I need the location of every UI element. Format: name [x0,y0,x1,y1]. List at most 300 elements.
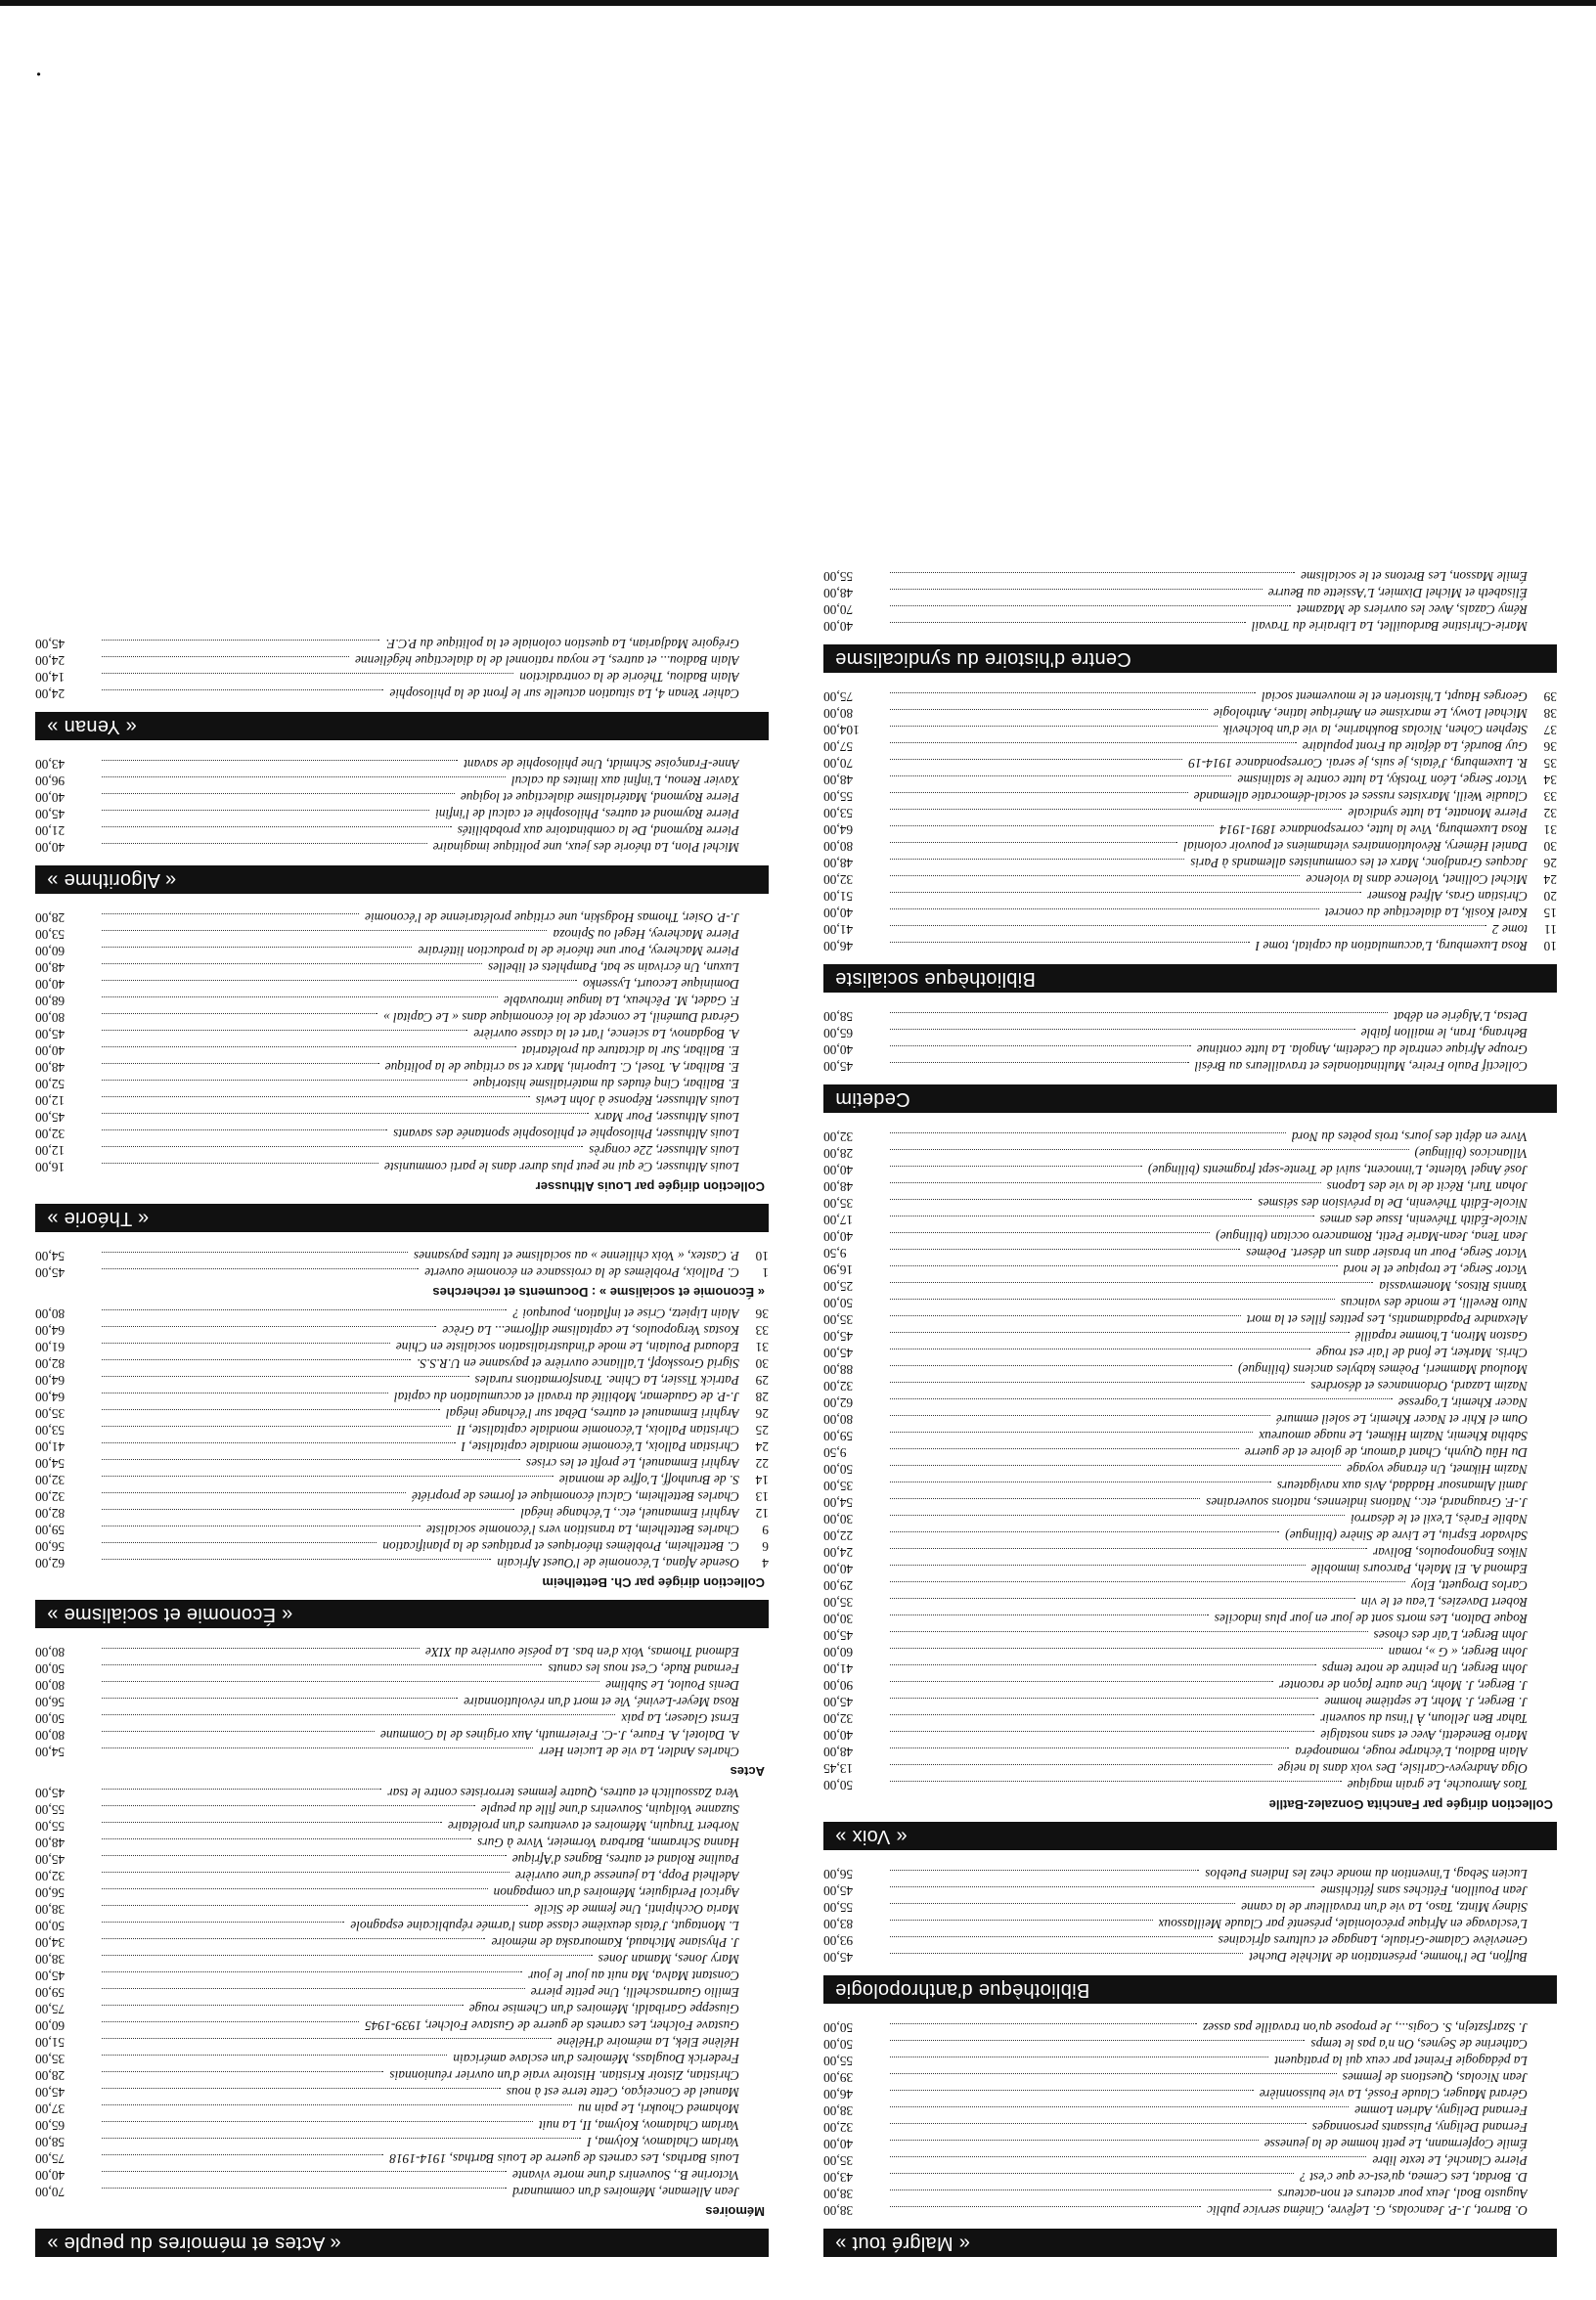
leader-dots [890,1382,1305,1383]
book-title: Vera Zassoulitch et autres, Quatre femmes terroristes contre le tsar [387,1786,739,1800]
book-price: 45,00 [823,1883,854,1898]
book-title: Nazim Lazard, Ordonnances et désordres [1310,1379,1528,1393]
book-title: Michel Collinet, Violence dans la violence [1306,872,1528,887]
leader-dots [102,1359,411,1360]
book-price: 45,00 [35,1265,66,1280]
leader-dots [890,1012,1388,1013]
book-title: Mohamed Choukri, Le pain nu [578,2101,739,2116]
leader-dots [102,776,506,777]
book-entry [823,1710,1557,1727]
book-price: 32,00 [823,1379,854,1393]
book-title: Manuel de Conceiçao, Cette terre est à nous [506,2085,739,2100]
leader-dots [890,1448,1239,1449]
book-entry [823,1444,1557,1461]
book-title: Victor Serge, Léon Trotsky, La lutte contre le stalinisme [1237,773,1528,787]
catalogue-section [823,1008,1557,1113]
catalogue-section [35,1644,769,2257]
book-price: 35,00 [823,1479,854,1493]
book-price: 38,00 [823,2187,854,2201]
book-title: Olga Andreyev-Carlisle, Des voix dans la neige [1277,1761,1528,1776]
book-title: L'esclavage en Afrique précoloniale, présenté par Claude Meillassoux [1158,1917,1528,1931]
entry-number: 36 [755,1306,769,1321]
leader-dots [102,1838,471,1839]
book-title: Johan Turi, Récit de la vie des Lapons [1326,1179,1528,1194]
book-entry [823,1511,1557,1527]
leader-dots [890,1714,1314,1715]
book-title: E. Balibar, Cinq études du matérialisme historique [472,1077,739,1091]
entry-number: 24 [1543,872,1557,887]
leader-dots [890,1664,1316,1665]
book-price: 40,00 [823,1163,854,1177]
book-title: John Berger, Un peintre de notre temps [1321,1661,1528,1676]
entry-number: 30 [755,1356,769,1371]
book-title: P. Castex, « Voix chilienne » au socialisme et luttes paysannes [414,1249,739,1263]
book-title: Pierre Macherey, Hegel ou Spinoza [553,927,739,942]
book-price: 65,00 [35,2118,66,2133]
book-price: 54,00 [35,1745,66,1759]
book-title: Georges Haupt, L'historien et le mouvement social [1262,689,1528,704]
book-entry [35,1884,769,1901]
leader-dots [102,2088,501,2089]
book-entry [35,1522,769,1538]
book-title: Fernand Deligny, Puissants personnages [1311,2120,1528,2135]
leader-dots [890,1045,1191,1046]
book-price: 53,00 [35,1423,66,1438]
leader-dots [890,1681,1273,1682]
book-entry [823,821,1557,838]
book-entry [823,1212,1557,1228]
book-price: 48,00 [35,1060,66,1075]
book-title: D. Bordat, Les Cemea, qu'est-ce que c'est ? [1300,2170,1528,2185]
book-entry [35,1694,769,1710]
leader-dots [890,2140,1259,2141]
leader-dots [890,775,1231,776]
book-price: 45,00 [35,1852,66,1867]
leader-dots [102,930,547,931]
book-entry [35,789,769,806]
section-header: Bibliothèque socialiste [823,964,1557,993]
book-price: 70,00 [35,2185,66,2199]
leader-dots [102,996,498,997]
leader-dots [102,1681,599,1682]
leader-dots [102,1326,436,1327]
book-price: 50,00 [823,2020,854,2035]
book-entry [35,1248,769,1264]
book-title: Mouloud Mammeri, Poèmes kabyles anciens (bilingue) [1237,1362,1528,1377]
book-title: Émile Masson, Les Bretons et le socialisme [1301,569,1528,584]
entry-number: 31 [1543,822,1557,837]
book-entry [35,2051,769,2067]
book-title: Chris. Marker, Le fond de l'air est rouge [1315,1346,1528,1360]
book-entry [823,1727,1557,1744]
book-entry [35,686,769,702]
book-entry [823,1178,1557,1195]
book-price: 16,00 [35,1160,66,1174]
catalogue-section [823,1128,1557,1850]
book-price: 24,00 [35,686,66,701]
book-price: 54,00 [35,1249,66,1263]
book-price: 56,00 [35,1885,66,1900]
book-price: 65,00 [823,1026,854,1040]
catalogue-section [35,636,769,740]
book-entry [823,2152,1557,2169]
entry-number: 10 [1543,939,1557,953]
entry-number: 34 [1543,773,1557,787]
book-price: 45,00 [35,807,66,821]
book-price: 80,00 [35,1306,66,1321]
book-title: Robert Davezies, L'eau et le vin [1360,1595,1528,1610]
book-entry [35,993,769,1009]
book-price: 40,00 [823,1042,854,1057]
left-column [823,553,1557,2261]
section-header: « Voix » [823,1822,1557,1850]
book-title: Victor Serge, Le tropique et le nord [1343,1262,1528,1277]
book-entry [35,1868,769,1884]
book-title: Anne-Françoise Schmidt, Une philosophie de savant [464,757,739,772]
book-entry [35,1727,769,1744]
leader-dots [102,1747,533,1748]
book-title: Osende Afana, L'économie de l'Ouest Africain [497,1556,739,1570]
book-title: Nicole-Édith Thévenin, De la prévision des séismes [1258,1196,1528,1211]
book-title: Detsa, L'Algérie en débat [1394,1009,1528,1024]
book-price: 80,00 [35,1645,66,1659]
section-header: « Théorie » [35,1204,769,1232]
book-price: 61,00 [35,1340,66,1354]
entry-number: 22 [755,1456,769,1471]
entry-number: 37 [1543,723,1557,737]
book-title: La pédagogie Freinet par ceux qui la pratiquent [1274,2054,1528,2068]
leader-dots [890,1936,1213,1937]
leader-dots [102,1113,589,1114]
leader-dots [890,605,1291,606]
leader-dots [102,2121,533,2122]
book-entry [823,2019,1557,2036]
book-title: Nabile Farès, L'exil et le désarroi [1351,1512,1528,1526]
book-title: Nacer Khemir, L'ogresse [1397,1395,1528,1410]
book-title: Jacques Grandjonc, Marx et les communistes allemands à Paris [1190,856,1528,870]
book-entry [35,1339,769,1355]
book-title: Cahier Yenan 4, La situation actuelle sur le front de la philosophie [389,686,739,701]
book-entry [35,1744,769,1760]
leader-dots [102,1046,516,1047]
book-entry [35,1710,769,1727]
book-title: Kostas Vergopoulos, Le capitalisme difforme... La Grèce [442,1323,739,1338]
book-price: 12,00 [35,1143,66,1158]
book-entry [35,976,769,993]
book-entry [35,1059,769,1076]
book-title: Behrang, Iran, le maillon faible [1360,1026,1528,1040]
book-entry [35,1109,769,1126]
book-price: 41,00 [823,1661,854,1676]
book-price: 80,00 [823,706,854,721]
book-entry [823,2036,1557,2053]
book-entry [823,705,1557,722]
leader-dots [102,1559,491,1560]
book-title: Hélène Elek, La mémoire d'Hélène [556,2035,739,2050]
book-entry [823,1128,1557,1145]
book-entry [823,1660,1557,1677]
book-price: 32,00 [35,1489,66,1504]
leader-dots [102,1030,467,1031]
book-title: Nicole-Édith Thévenin, Issue des armes [1319,1213,1528,1227]
book-price: 50,00 [35,1661,66,1676]
book-price: 40,00 [823,619,854,634]
book-title: Tahar Ben Jelloun, À l'insu du souvenir [1320,1711,1528,1726]
book-price: 41,00 [35,1439,66,1454]
book-title: Geneviève Calame-Griaule, Langage et cultures africaines [1218,1933,1528,1948]
book-entry [35,1801,769,1818]
book-title: Pierre Raymond et autres, Philosophie et calcul de l'infini [435,807,739,821]
book-title: Grégoire Madjarian, La question coloniale et la politique du P.C.F. [385,637,739,651]
leader-dots [890,1870,1199,1871]
book-entry [823,1478,1557,1494]
book-price: 14,00 [35,670,66,685]
book-entry [35,2184,769,2200]
book-price: 48,00 [823,856,854,870]
book-price: 46,00 [823,2087,854,2101]
book-title: Charles Bettelheim, La transition vers l'économie socialiste [425,1523,739,1537]
book-title: Gustave Folcher, Les carnets de guerre de Gustave Folcher, 1939-1945 [365,2018,739,2033]
leader-dots [102,2154,383,2155]
book-price: 64,00 [35,1323,66,1338]
leader-dots [102,980,577,981]
book-entry [823,1025,1557,1041]
leader-dots [890,1415,1270,1416]
book-entry [35,1644,769,1660]
book-entry [823,838,1557,855]
book-price: 48,00 [823,1179,854,1194]
book-price: 55,00 [823,789,854,804]
leader-dots [890,792,1188,793]
book-entry [823,1428,1557,1444]
book-title: J.-P. de Gaudemar, Mobilité du travail et accumulation du capital [393,1390,739,1404]
book-price: 43,00 [823,2170,854,2185]
book-price: 75,00 [823,689,854,704]
leader-dots [102,1542,377,1543]
leader-dots [890,1781,1342,1782]
book-entry [823,2119,1557,2136]
book-entry [35,2017,769,2034]
book-price: 40,00 [35,1043,66,1058]
stray-mark: • [36,66,41,80]
book-title: Rosa Luxemburg, Vive la lutte, correspondance 1891-1914 [1219,822,1528,837]
book-title: Groupe Afrique centrale du Cedetim, Angola. La lutte continue [1196,1042,1528,1057]
book-entry [823,855,1557,871]
book-price: 35,00 [823,1312,854,1327]
book-title: Louis Althusser, Philosophie et philosophie spontanée des savants [393,1127,739,1141]
book-entry [823,1162,1557,1178]
book-price: 17,00 [823,1213,854,1227]
book-title: Villancicos (bilingue) [1414,1146,1528,1161]
book-entry [35,1405,769,1422]
entry-number: 9 [762,1523,769,1537]
book-entry [823,1058,1557,1075]
book-price: 32,00 [35,1127,66,1141]
book-price: 60,00 [35,944,66,958]
book-entry [35,2134,769,2150]
book-entry [35,2150,769,2167]
leader-dots [890,2040,1305,2041]
book-price: 56,00 [35,1695,66,1709]
leader-dots [890,1731,1314,1732]
book-title: Du Hûu Quynh, Chant d'amour, de gloire et de guerre [1244,1445,1528,1460]
book-entry [823,585,1557,601]
leader-dots [890,726,1218,727]
leader-dots [890,709,1208,710]
leader-dots [102,947,412,948]
leader-dots [890,742,1297,743]
book-entry [35,2034,769,2051]
leader-dots [890,1648,1383,1649]
book-title: C. Bettelheim, Problèmes théoriques et pratiques de la planification [382,1539,739,1554]
leader-dots [102,640,379,641]
book-entry [35,1126,769,1142]
book-price: 51,00 [35,2035,66,2050]
leader-dots [890,589,1263,590]
book-price: 35,00 [35,2052,66,2066]
leader-dots [102,1855,507,1856]
book-price: 45,00 [35,1786,66,1800]
book-title: Xavier Renou, L'infini aux limites du calcul [510,774,739,788]
book-entry [35,909,769,926]
book-entry [823,1411,1557,1428]
leader-dots [890,1764,1272,1765]
entry-number: 1 [762,1265,769,1280]
book-entry [823,1677,1557,1694]
leader-dots [890,859,1184,860]
leader-dots [102,1872,510,1873]
book-entry [35,1372,769,1389]
book-title: R. Luxemburg, J'étais, je suis, je serai. Correspondance 1914-19 [1188,756,1528,771]
book-price: 50,00 [823,1462,854,1477]
book-entry [823,1378,1557,1394]
leader-dots [890,1398,1393,1399]
leader-dots [890,1249,1240,1250]
book-price: 50,00 [35,1711,66,1726]
book-price: 24,00 [35,653,66,668]
book-entry [823,2136,1557,2152]
entry-number: 12 [755,1506,769,1521]
book-entry [823,1777,1557,1793]
book-entry [823,2053,1557,2069]
book-price: 64,00 [823,822,854,837]
leader-dots [102,1789,381,1790]
book-title: E. Balibar, Sur la dictature du prolétariat [521,1043,739,1058]
book-entry [35,822,769,839]
book-title: Stephen Cohen, Nicolas Boukharine, la vie d'un bolchevik [1222,723,1528,737]
leader-dots [890,1531,1279,1532]
leader-dots [102,793,455,794]
book-entry [35,2101,769,2117]
leader-dots [102,1376,469,1377]
book-entry [823,1644,1557,1660]
book-title: Victor Serge, Pour un brasier dans un désert. Poèmes [1246,1246,1528,1261]
book-price: 40,00 [823,1728,854,1743]
leader-dots [102,656,349,657]
book-title: Dominique Lecourt, Lyssenko [583,977,739,992]
leader-dots [890,2073,1337,2074]
book-price: 75,00 [35,2002,66,2016]
book-title: Varlam Chalamov, Kolyma, II, La nuit [538,2118,739,2133]
book-title: Charles Andler, La vie de Lucien Herr [538,1745,739,1759]
book-price: 21,00 [35,823,66,838]
book-price: 40,00 [823,1562,854,1576]
book-entry [823,2186,1557,2202]
leader-dots [102,1268,419,1269]
book-price: 12,00 [35,1093,66,1108]
book-price: 38,00 [35,1952,66,1967]
catalogue-section [823,568,1557,673]
book-entry [823,1866,1557,1882]
book-price: 52,00 [35,1077,66,1091]
book-price: 55,00 [823,2054,854,2068]
book-entry [823,1494,1557,1511]
leader-dots [102,2104,572,2105]
book-price: 43,00 [35,757,66,772]
book-price: 64,00 [35,1373,66,1388]
leader-dots [890,1315,1241,1316]
book-title: Alain Badiou, Théorie de la contradiction [519,670,739,685]
book-entry [823,1295,1557,1311]
book-price: 32,00 [823,1711,854,1726]
book-entry [823,772,1557,788]
book-title: Edmond A. El Maleh, Parcours immobile [1310,1562,1528,1576]
book-title: Gérard Mauger, Claude Fossé, La vie buissonnière [1259,2087,1528,2101]
leader-dots [102,2005,464,2006]
book-price: 40,00 [35,2168,66,2183]
book-price: 62,00 [35,1556,66,1570]
leader-dots [102,2171,507,2172]
book-entry [823,1311,1557,1328]
subsection-title: Collection dirigée par Louis Althusser [535,1179,765,1194]
book-entry [823,2169,1557,2186]
leader-dots [102,1905,528,1906]
book-title: Gaston Miron, L'homme rapaillé [1354,1329,1528,1344]
book-entry [35,1918,769,1934]
leader-dots [102,1938,486,1939]
entry-number: 29 [755,1373,769,1388]
book-price: 28,00 [823,1146,854,1161]
book-entry [823,1611,1557,1627]
book-price: 75,00 [35,2151,66,2166]
entry-number: 39 [1543,689,1557,704]
book-price: 70,00 [823,756,854,771]
leader-dots [102,2021,359,2022]
book-title: Adelheid Popp, La jeunesse d'une ouvrière [514,1869,739,1883]
book-title: Sabiha Khemir, Nazim Hikmet, Le nuage amoureux [1259,1429,1528,1443]
book-title: Émile Copfermann, Le petit homme de la jeunesse [1264,2137,1528,2151]
book-price: 30,00 [823,1612,854,1626]
book-entry [35,1026,769,1042]
section-header: Cedetim [823,1084,1557,1113]
book-price: 55,00 [35,1802,66,1817]
book-price: 38,00 [823,2103,854,2118]
book-entry [823,1544,1557,1561]
book-entry [35,1835,769,1851]
book-entry [35,2001,769,2017]
book-price: 40,00 [35,977,66,992]
leader-dots [890,1747,1289,1748]
book-title: Pierre Raymond, Matérialisme dialectique et logique [460,790,739,805]
book-title: Nazim Hikmet, Un étrange voyage [1347,1462,1528,1477]
book-title: Alexandre Papadiamantis, Les petites filles et la mort [1246,1312,1528,1327]
book-title: Nuto Revelli, Le monde des vaincus [1340,1296,1528,1310]
book-entry [35,2084,769,2101]
book-entry [823,1932,1557,1949]
leader-dots [102,1252,408,1253]
book-price: 56,00 [823,1867,854,1881]
book-entry [35,1555,769,1571]
